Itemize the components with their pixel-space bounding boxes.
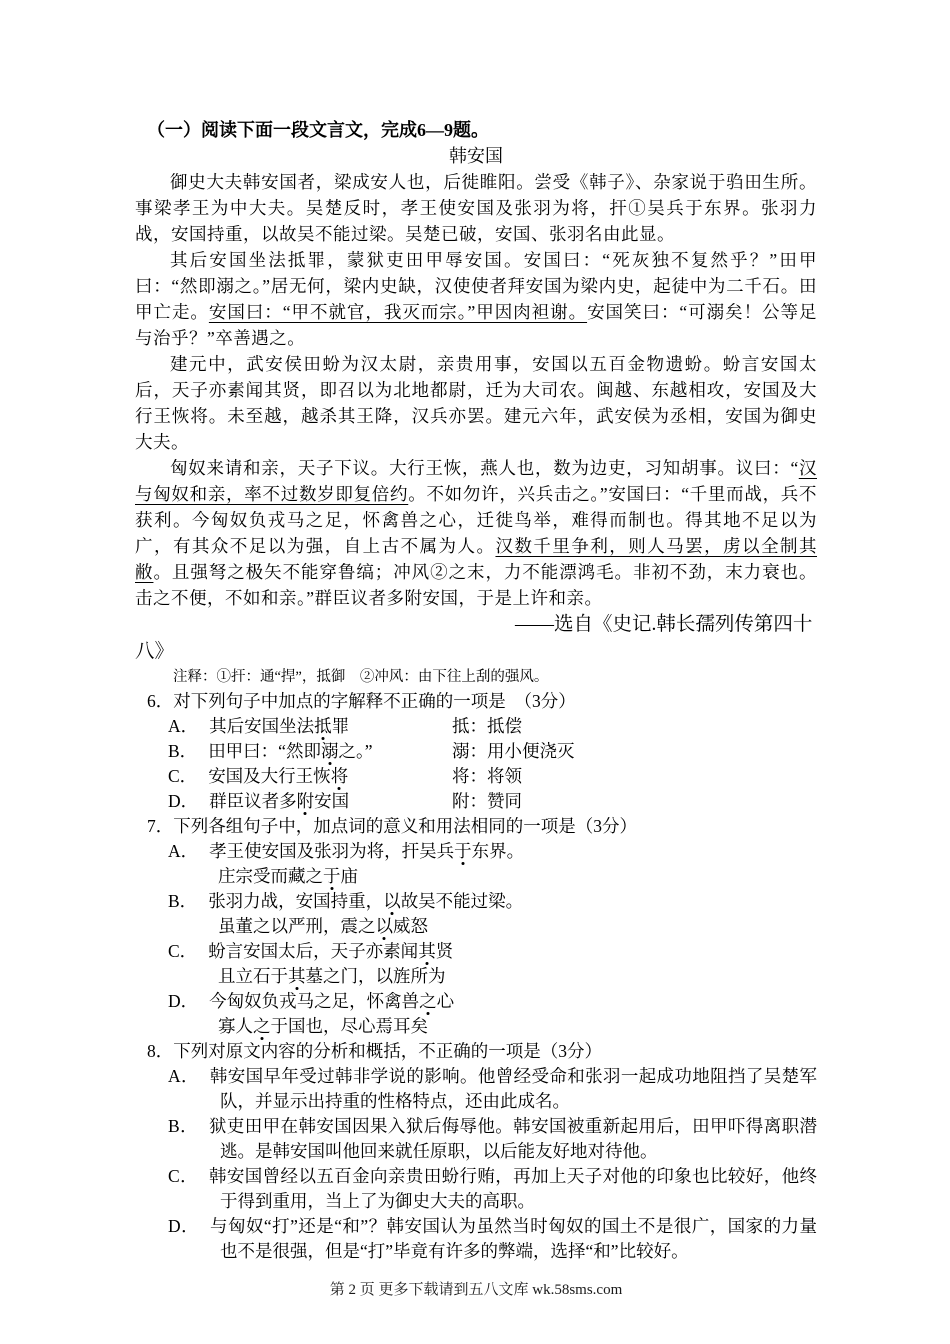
option-text: 狱吏田甲在韩安国因果入狱后侮辱他。韩安国被重新起用后，田甲吓得离职潜逃。是韩安国叫他回来就任原职，以后能友好地对待他。 (208, 1116, 817, 1161)
option-label: D． (168, 791, 199, 811)
option-gloss: 溺：用小便浇灭 (452, 741, 575, 761)
option-sentence-2: 且立石于其墓之门，以旌所为 (218, 966, 446, 986)
option-label: C． (168, 766, 198, 786)
passage-paragraph-1: 御史大夫韩安国者，梁成安人也，后徙睢阳。尝受《韩子》、杂家说于驺田生所。事梁孝王为中大夫。吴楚反时，孝王使安国及张羽为将，扞①吴兵于东界。张羽力战，安国持重，以故吴不能过梁。吴楚已破，安国、张羽名由此显。 (135, 172, 817, 244)
option-stem: 田甲曰：“然即溺之。” (208, 741, 373, 761)
option-sentence-1: 蚡言安国太后，天子亦素闻其贤 (208, 941, 454, 961)
option-sentence-2: 寡人之于国也，尽心焉耳矣 (218, 1016, 428, 1036)
option-sentence-1: 张羽力战，安国持重，以故吴不能过梁。 (208, 891, 524, 911)
question-8-option-c (135, 1164, 817, 1214)
option-text: 与匈奴“打”还是“和”？韩安国认为虽然当时匈奴的国土不是很广，国家的力量也不是很强，但是“打”毕竟有许多的弊端，选择“和”比较好。 (210, 1216, 817, 1261)
question-6-option-c (135, 764, 817, 789)
section-heading: （一）阅读下面一段文言文，完成6—9题。 (147, 120, 489, 140)
option-label: A． (168, 841, 199, 861)
option-label: A． (168, 1066, 199, 1086)
option-label: D． (168, 1216, 200, 1236)
question-6-option-d (135, 789, 817, 814)
question-6 (135, 689, 817, 814)
passage-paragraph-3: 建元中，武安侯田蚡为汉太尉，亲贵用事，安国以五百金物遗蚡。蚡言安国太后，天子亦素闻其贤，即召以为北地都尉，迁为大司农。闽越、东越相攻，安国及大行王恢将。未至越，越杀其王降，汉兵亦罢。建元六年，武安侯为丞相，安国为御史大夫。 (135, 354, 817, 452)
option-sentence-1: 今匈奴负戎马之足，怀禽兽之心 (209, 991, 455, 1011)
option-gloss: 将：将领 (452, 766, 522, 786)
question-6-option-a (135, 714, 817, 739)
question-6-option-b (135, 739, 817, 764)
question-7-option-b (135, 889, 817, 939)
question-8-title: 8．下列对原文内容的分析和概括，不正确的一项是（3分） (147, 1041, 602, 1061)
citation-line: ——选自《史记.韩长孺列传第四十八》 (135, 614, 813, 662)
option-text: 韩安国曾经以五百金向亲贵田蚡行贿，再加上天子对他的印象也比较好，他终于得到重用，当上了为御史大夫的高职。 (208, 1166, 817, 1211)
footnotes: 注释：①扞：通“捍”，抵御 ②冲风：由下往上刮的强风。 (173, 669, 549, 685)
option-text: 韩安国早年受过韩非学说的影响。他曾经受命和张羽一起成功地阻挡了吴楚军队，并显示出持重的性格特点，还由此成名。 (209, 1066, 817, 1111)
page-footer: 第 2 页 更多下载请到五八文库 wk.58sms.com (329, 1282, 623, 1298)
option-gloss: 抵：抵偿 (452, 716, 522, 736)
question-6-title: 6．对下列句子中加点的字解释不正确的一项是 （3分） (147, 691, 576, 711)
option-stem: 其后安国坐法抵罪 (209, 716, 350, 736)
option-label: B． (168, 741, 198, 761)
option-sentence-2: 虽董之以严刑，震之以威怒 (218, 916, 428, 936)
option-label: C． (168, 1166, 198, 1186)
passage-title: 韩安国 (449, 146, 503, 166)
option-stem: 安国及大行王恢将 (208, 766, 349, 786)
question-8 (135, 1039, 817, 1264)
passage-paragraph-4: 匈奴来请和亲，天子下议。大行王恢，燕人也，数为边吏，习知胡事。议曰：“汉与匈奴和亲，率不过数岁即复倍约。不如勿许，兴兵击之。”安国曰：“千里而战，兵不获利。今匈奴负戎马之足，怀禽兽之心，迁徙鸟举，难得而制也。得其地不足以为广，有其众不足以为强，自上古不属为人。汉数千里争利，则人马罢，虏以全制其敝。且强弩之极矢不能穿鲁缟；冲风②之末，力不能漂鸿毛。非初不劲，末力衰也。击之不便，不如和亲。”群臣议者多附安国，于是上许和亲。 (135, 458, 818, 608)
question-7-option-d (135, 989, 817, 1039)
question-7-option-c (135, 939, 817, 989)
option-gloss: 附：赞同 (452, 791, 522, 811)
question-7 (135, 814, 817, 1039)
option-sentence-2: 庄宗受而藏之于庙 (218, 866, 358, 886)
question-7-title: 7．下列各组句子中，加点词的意义和用法相同的一项是（3分） (147, 816, 637, 836)
option-stem: 群臣议者多附安国 (209, 791, 350, 811)
option-label: A． (168, 716, 199, 736)
question-7-option-a (135, 839, 817, 889)
question-8-option-a (135, 1064, 817, 1114)
question-8-option-b (135, 1114, 817, 1164)
passage-paragraph-2: 其后安国坐法抵罪，蒙狱吏田甲辱安国。安国曰：“死灰独不复然乎？”田甲曰：“然即溺之。”居无何，梁内史缺，汉使使者拜安国为梁内史，起徒中为二千石。田甲亡走。安国曰：“甲不就官，我灭而宗。”甲因肉袒谢。安国笑曰：“可溺矣！公等足与治乎？”卒善遇之。 (135, 250, 817, 348)
question-8-option-d (135, 1214, 817, 1264)
option-label: B． (168, 891, 198, 911)
option-sentence-1: 孝王使安国及张羽为将，扞吴兵于东界。 (209, 841, 525, 861)
option-label: D． (168, 991, 199, 1011)
option-label: B． (168, 1116, 198, 1136)
option-label: C． (168, 941, 198, 961)
